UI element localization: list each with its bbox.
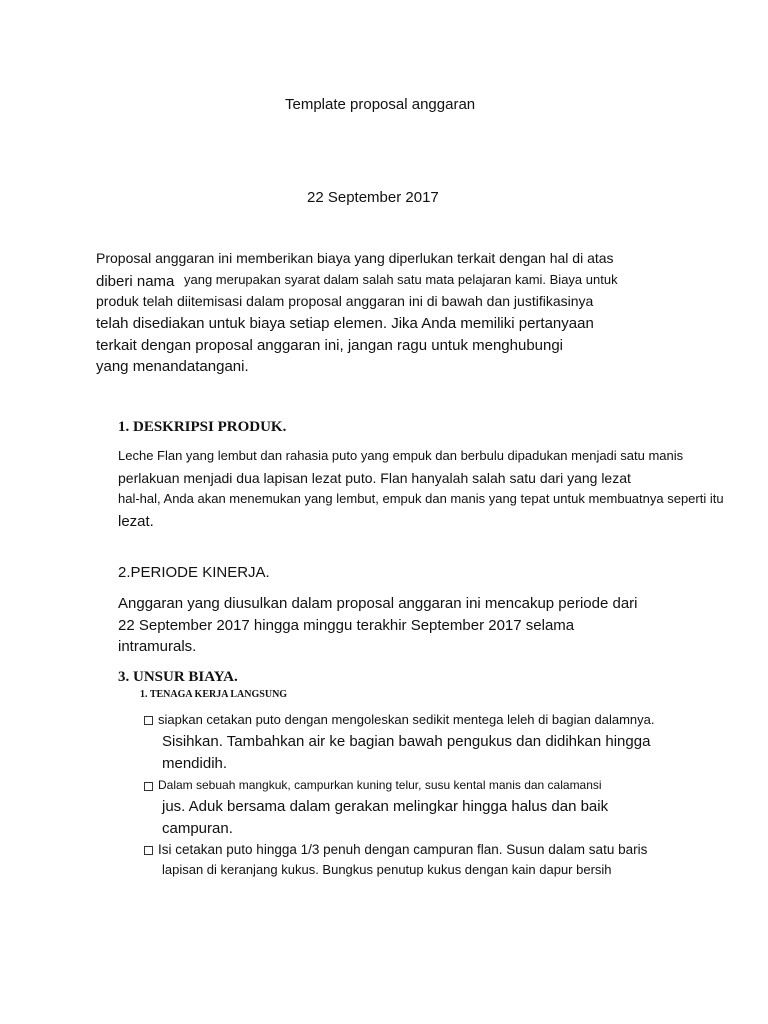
intro-line: yang merupakan syarat dalam salah satu mata pelajaran kami. Biaya untuk — [184, 272, 618, 287]
document-date: 22 September 2017 — [307, 189, 439, 206]
document-title: Template proposal anggaran — [285, 96, 476, 113]
body-line: intramurals. — [118, 638, 197, 655]
checkbox-bullet-icon — [144, 716, 153, 725]
body-line: lezat. — [118, 513, 154, 530]
intro-line: diberi nama — [96, 273, 175, 290]
checkbox-bullet-icon — [144, 782, 153, 791]
section-heading-performance-period: 2.PERIODE KINERJA. — [118, 564, 270, 581]
body-line: Leche Flan yang lembut dan rahasia puto yang empuk dan berbulu dipadukan menjadi satu manis — [118, 448, 684, 463]
bullet-text: campuran. — [162, 820, 233, 837]
bullet-text: siapkan cetakan puto dengan mengoleskan sedikit mentega leleh di bagian dalamnya. — [158, 712, 655, 727]
intro-line: Proposal anggaran ini memberikan biaya yang diperlukan terkait dengan hal di atas — [96, 250, 614, 266]
intro-line: telah disediakan untuk biaya setiap elemen. Jika Anda memiliki pertanyaan — [96, 315, 594, 332]
bullet-text: lapisan di keranjang kukus. Bungkus penutup kukus dengan kain dapur bersih — [162, 862, 612, 877]
intro-line: produk telah diitemisasi dalam proposal anggaran ini di bawah dan justifikasinya — [96, 293, 594, 309]
body-line: Anggaran yang diusulkan dalam proposal anggaran ini mencakup periode dari — [118, 595, 638, 612]
bullet-text: Sisihkan. Tambahkan air ke bagian bawah pengukus dan didihkan hingga — [162, 733, 651, 750]
body-line: perlakuan menjadi dua lapisan lezat puto. Flan hanyalah salah satu dari yang lezat — [118, 470, 631, 486]
intro-line: terkait dengan proposal anggaran ini, jangan ragu untuk menghubungi — [96, 337, 564, 354]
intro-line: yang menandatangani. — [96, 358, 249, 375]
bullet-text: Isi cetakan puto hingga 1/3 penuh dengan campuran flan. Susun dalam satu baris — [158, 842, 648, 857]
section-heading-cost-elements: 3. UNSUR BIAYA. — [118, 669, 238, 685]
checkbox-bullet-icon — [144, 846, 153, 855]
subheading-direct-labor: 1. TENAGA KERJA LANGSUNG — [140, 689, 288, 700]
body-line: 22 September 2017 hingga minggu terakhir September 2017 selama — [118, 617, 575, 634]
bullet-text: mendidih. — [162, 755, 228, 772]
section-heading-product-description: 1. DESKRIPSI PRODUK. — [118, 419, 287, 435]
bullet-text: jus. Aduk bersama dalam gerakan melingkar hingga halus dan baik — [162, 798, 609, 815]
bullet-text: Dalam sebuah mangkuk, campurkan kuning telur, susu kental manis dan calamansi — [158, 778, 602, 792]
body-line: hal-hal, Anda akan menemukan yang lembut, empuk dan manis yang tepat untuk membuatnya seperti itu — [118, 491, 724, 506]
